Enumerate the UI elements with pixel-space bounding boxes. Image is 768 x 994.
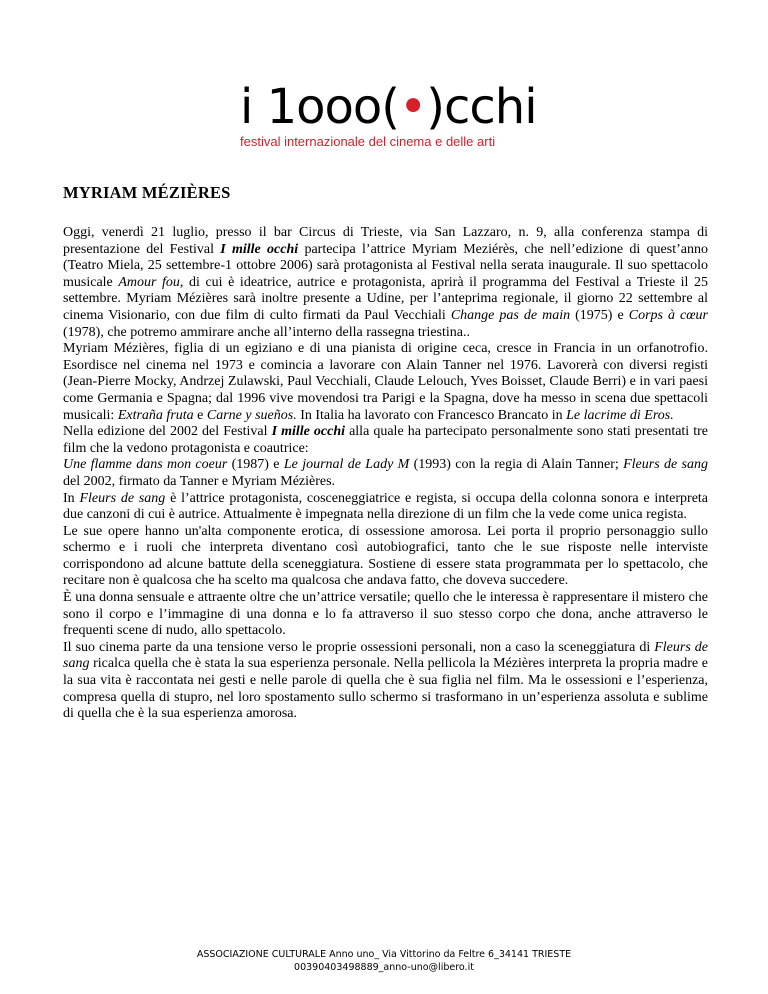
festival-name: I mille occhi — [220, 241, 299, 257]
italic-text: Fleurs de sang — [623, 457, 708, 473]
text-run: del 2002, firmato da Tanner e Myriam Mézières. — [63, 473, 336, 489]
footer-address: ASSOCIAZIONE CULTURALE Anno uno_ Via Vittorino da Feltre 6_34141 TRIESTE — [196, 949, 572, 960]
italic-text: Une flamme dans mon coeur — [63, 457, 228, 473]
paragraph — [63, 524, 708, 590]
italic-text: Le lacrime di Eros. — [566, 407, 674, 423]
text-run: Oggi, venerdì 21 luglio, presso il bar Circus di Trieste, via San Lazzaro, n. 9, alla conferenza stampa di presentazione del Festival — [63, 225, 708, 257]
footer — [0, 948, 768, 974]
italic-text: Fleurs de sang — [79, 490, 166, 506]
text-run: alla quale ha partecipato personalmente sono stati presentati tre film che la vedono protagonista e coautrice: — [63, 424, 709, 456]
festival-name: I mille occhi — [271, 424, 346, 440]
page-title: MYRIAM MÉZIÈRES — [63, 183, 231, 202]
festival-logo — [240, 79, 537, 149]
text-run: Nella edizione del 2002 del Festival — [63, 424, 272, 440]
italic-text: Le journal de Lady M — [283, 457, 410, 473]
text-run: Il suo cinema parte da una tensione verso le proprie ossessioni personali, non a caso la sceneggiatura di — [63, 639, 655, 655]
text-run: (1993) con la regia di Alain Tanner; — [409, 457, 624, 473]
paragraph — [63, 491, 708, 524]
text-run: In — [63, 490, 80, 506]
paragraph — [63, 341, 708, 424]
eye-icon: • — [398, 79, 427, 135]
text-run: (1987) e — [227, 457, 284, 473]
text-run: Le sue opere hanno un'alta componente erotica, di ossessione amorosa. Lei porta il proprio personaggio sullo schermo e i ruoli che interpreta diventano così autobiografici, tanto che le sue risposte nelle interviste corrispondono ad alcune battute della sceneggiatura. Sostiene di essere stata programmata per lo spettacolo, che recitare non è qualcosa che ha scelto ma qualcosa che andava fatto, che doveva succedere. — [63, 523, 708, 589]
italic-text: Corps à cœur — [628, 307, 709, 323]
paragraph — [63, 590, 708, 640]
paragraph — [63, 457, 708, 490]
paragraph — [63, 424, 708, 457]
article-body — [63, 225, 708, 723]
italic-text: Carne y sueños. — [206, 407, 297, 423]
logo-subtitle: festival internazionale del cinema e delle arti — [240, 134, 496, 149]
footer-contact: 00390403498889_anno-uno@libero.it — [294, 962, 474, 973]
text-run: È una donna sensuale e attraente oltre che un’attrice versatile; quello che le interessa è rappresentare il mistero che sono il corpo e l’immagine di una donna e lo fa attraverso il suo stesso corpo che dona, anche attraverso le frequenti scene di nudo, allo spettacolo. — [63, 590, 708, 639]
text-run: (1975) e — [570, 307, 629, 323]
text-run: Myriam Mézières, figlia di un egiziano e di una pianista di origine ceca, cresce in Francia in un orfanotrofio. Esordisce nel cinema nel 1973 e comincia a lavorare con Alain Tanner nel 1976. Lavorerà con diversi registi (Jean-Pierre Mocky, Andrzej Zulawski, Paul Vecchiali, Claude Lelouch, Yves Boisset, Claude Berri) e in vari paesi come Germania e Spagna; dal 1996 vive movendosi tra Parigi e la Spagna, dove ha messo in scena due spettacoli musicali: — [63, 341, 708, 423]
italic-text: Extraña fruta — [117, 407, 194, 423]
italic-text: Change pas de main — [450, 307, 571, 323]
paragraph — [63, 225, 708, 341]
text-run: (1978), che potremo ammirare anche all’interno della rassegna triestina.. — [63, 324, 470, 340]
text-run: In Italia ha lavorato con Francesco Brancato in — [296, 407, 567, 423]
text-run: ricalca quella che è stata la sua esperienza personale. Nella pellicola la Mézières interpreta la propria madre e la sua vita è raccontata nei gesti e nelle parole di quella che è sua figlia nel film. Ma le ossessioni e l’esperienza, compresa quella di stupro, nel loro spostamento sullo schermo si trasformano in un’esperienza assoluta e sublime di quella che è la sua esperienza amorosa. — [63, 656, 708, 722]
italic-text: Fleurs de sang — [63, 639, 709, 672]
text-run: e — [193, 407, 207, 423]
paragraph — [63, 640, 708, 723]
italic-text: Amour fou — [118, 274, 180, 290]
text-run: è l’attrice protagonista, cosceneggiatrice e regista, si occupa della colonna sonora e interpreta due canzoni di cui è autrice. Attualmente è impegnata nella direzione di un film che la vede come unica regista. — [63, 490, 709, 523]
text-run: , di cui è ideatrice, autrice e protagonista, aprirà il programma del Festival a Trieste il 25 settembre. Myriam Mézières sarà inoltre presente a Udine, per l’anteprima regionale, il giorno 22 settembre al cinema Visionario, con due film di culto firmati da Paul Vecchiali — [63, 274, 709, 323]
text-run: partecipa l’attrice Myriam Meziérès, che nell’edizione di quest’anno (Teatro Miela, 25 settembre-1 ottobre 2006) sarà protagonista al Festival nella serata inaugurale. Il suo spettacolo musicale — [63, 241, 708, 290]
logo-wordmark: i 1ooo(•)cchi — [240, 79, 537, 135]
